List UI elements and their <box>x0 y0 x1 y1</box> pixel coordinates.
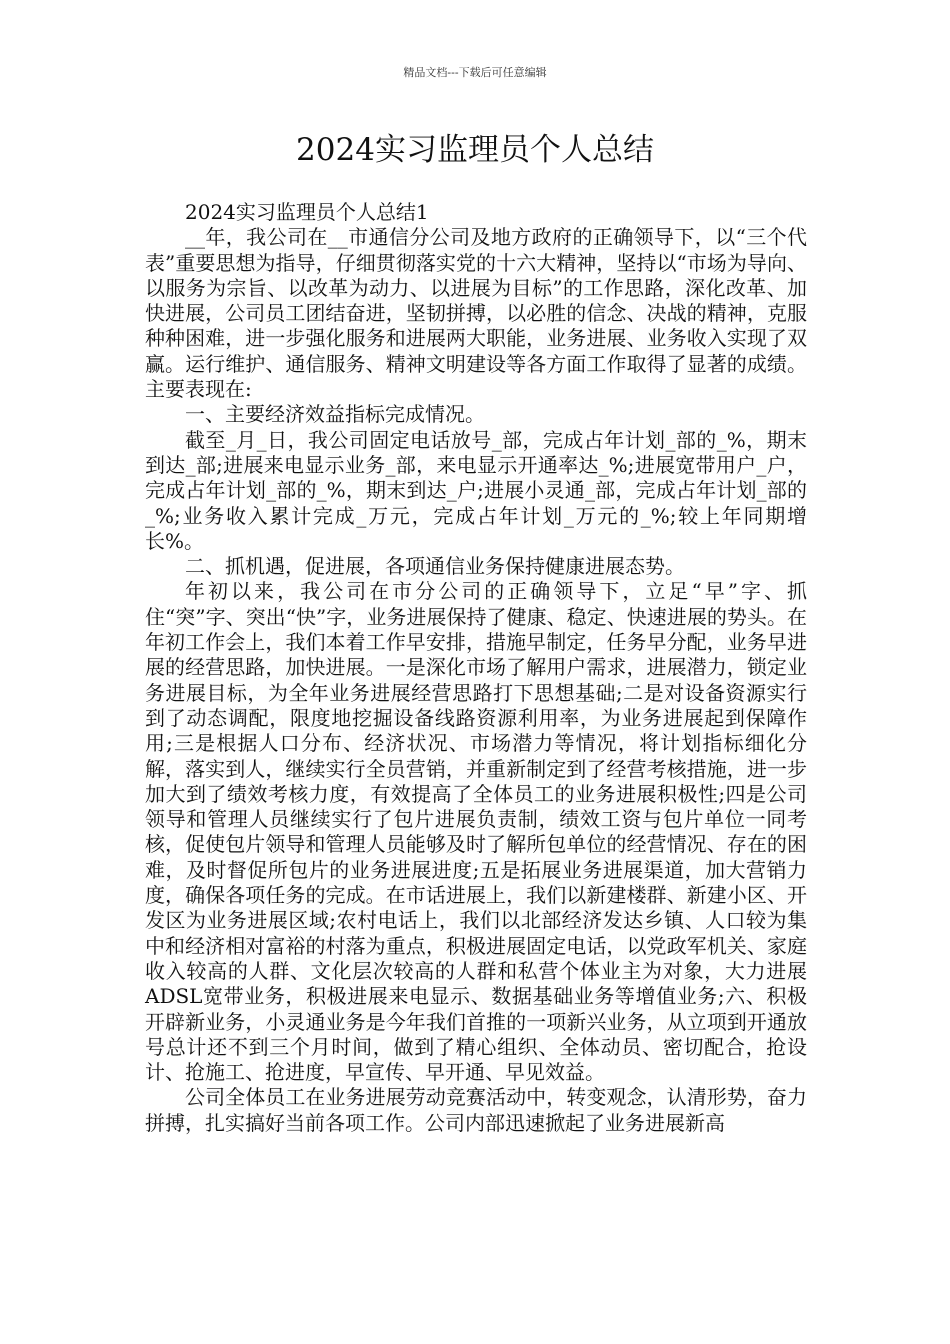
section-heading-1: 一、主要经济效益指标完成情况。 <box>185 402 485 427</box>
section-heading-2: 二、抓机遇，促进展，各项通信业务保持健康进展态势。 <box>185 554 685 579</box>
paragraph-intro: __年，我公司在__市通信分公司及地方政府的正确领导下，以“三个代表”重要思想为指导，仔细贯彻落实党的十六大精神，坚持以“市场为导向、以服务为宗旨、以改革为动力、以进展为目标”的工作思路，深化改革、加快进展，公司员工团结奋进，坚韧拼搏，以必胜的信念、决战的精神，克服种种困难，进一步强化服务和进展两大职能，业务进展、业务收入实现了双赢。运行维护、通信服务、精神文明建设等各方面工作取得了显著的成绩。主要表现在: <box>145 225 807 402</box>
paragraph-indicators: 截至_月_日，我公司固定电话放号_部，完成占年计划_部的_%，期末到达_部;进展来电显示业务_部，来电显示开通率达_%;进展宽带用户_户，完成占年计划_部的_%，期末到达_户;进展小灵通_部，完成占年计划_部的_%;业务收入累计完成_万元，完成占年计划_万元的_%;较上年同期增长%。 <box>145 427 807 553</box>
document-title: 2024实习监理员个人总结 <box>296 132 654 168</box>
document-subtitle: 2024实习监理员个人总结1 <box>185 200 429 224</box>
page-header-note: 精品文档---下载后可任意编辑 <box>403 66 547 79</box>
paragraph-business-development: 年初以来，我公司在市分公司的正确领导下，立足“早”字、抓住“突”字、突出“快”字，业务进展保持了健康、稳定、快速进展的势头。在年初工作会上，我们本着工作早安排，措施早制定，任务早分配，业务早进展的经营思路，加快进展。一是深化市场了解用户需求，进展潜力，锁定业务进展目标，为全年业务进展经营思路打下思想基础;二是对设备资源实行到了动态调配，限度地挖掘设备线路资源利用率，为业务进展起到保障作用;三是根据人口分布、经济状况、市场潜力等情况，将计划指标细化分解，落实到人，继续实行全员营销，并重新制定到了经营考核措施，进一步加大到了绩效考核力度，有效提高了全体员工的业务进展积极性;四是公司领导和管理人员继续实行了包片进展负责制，绩效工资与包片单位一同考核，促使包片领导和管理人员能够及时了解所包单位的经营情况、存在的困难，及时督促所包片的业务进展进度;五是拓展业务进展渠道，加大营销力度，确保各项任务的完成。在市话进展上，我们以新建楼群、新建小区、开发区为业务进展区域;农村电话上，我们以北部经济发达乡镇、人口较为集中和经济相对富裕的村落为重点，积极进展固定电话，以党政军机关、家庭收入较高的人群、文化层次较高的人群和私营个体业主为对象，大力进展ADSL宽带业务，积极进展来电显示、数据基础业务等增值业务;六、积极开辟新业务，小灵通业务是今年我们首推的一项新兴业务，从立项到开通放号总计还不到三个月时间，做到了精心组织、全体动员、密切配合，抢设计、抢施工、抢进度，早宣传、早开通、早见效益。 <box>145 579 807 1085</box>
document-body <box>145 200 807 1136</box>
paragraph-competition: 公司全体员工在业务进展劳动竞赛活动中，转变观念，认清形势，奋力拼搏，扎实搞好当前各项工作。公司内部迅速掀起了业务进展新高 <box>145 1085 807 1135</box>
